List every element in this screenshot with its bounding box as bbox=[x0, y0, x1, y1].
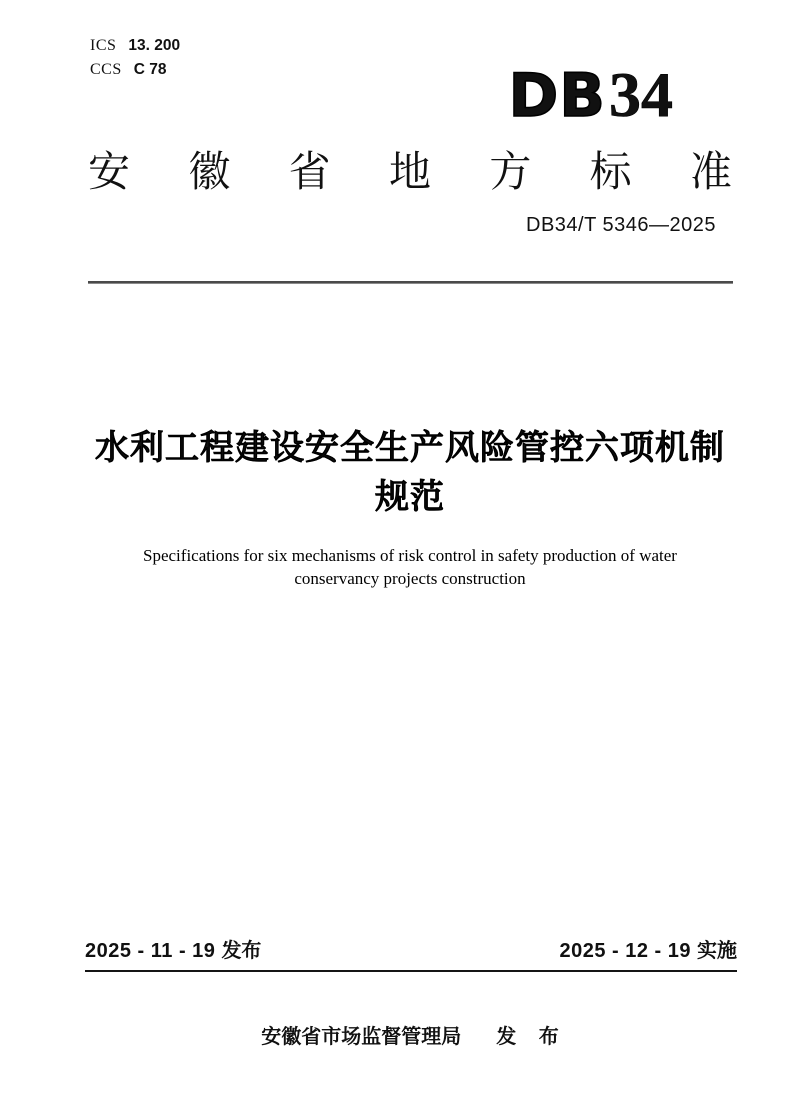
db34-logo-db: DB bbox=[508, 61, 606, 131]
dates-row bbox=[85, 934, 737, 972]
issue-date-group bbox=[85, 934, 261, 963]
document-title-line1: 水利工程建设安全生产风险管控六项机制 bbox=[95, 429, 725, 467]
publish-label: 发 布 bbox=[496, 1026, 559, 1048]
implementation-date-label: 实施 bbox=[697, 940, 737, 962]
publisher-row bbox=[88, 1020, 732, 1049]
publisher-name: 安徽省市场监督管理局 bbox=[261, 1026, 462, 1048]
ccs-value: C 78 bbox=[133, 61, 167, 78]
implementation-date-group bbox=[559, 934, 737, 963]
ics-code-line bbox=[90, 34, 180, 58]
document-title-english bbox=[88, 544, 732, 590]
ccs-code-line bbox=[90, 58, 180, 82]
db34-logo bbox=[508, 59, 673, 143]
english-title-line1: Specifications for six mechanisms of risk control in safety production of water bbox=[143, 546, 677, 565]
implementation-date: 2025 - 12 - 19 bbox=[559, 940, 691, 962]
ccs-label: CCS bbox=[90, 61, 122, 78]
issue-date: 2025 - 11 - 19 bbox=[85, 940, 216, 962]
issue-date-label: 发布 bbox=[221, 940, 262, 962]
classification-codes bbox=[90, 34, 180, 82]
db34-logo-number: 34 bbox=[609, 59, 673, 130]
header-divider-rule bbox=[88, 281, 733, 284]
document-title-line2: 规范 bbox=[375, 478, 445, 516]
english-title-line2: conservancy projects construction bbox=[294, 569, 526, 588]
ics-value: 13. 200 bbox=[128, 37, 181, 54]
standard-code: DB34/T 5346—2025 bbox=[526, 214, 716, 236]
ics-label: ICS bbox=[90, 37, 117, 54]
standard-name-heading: 安 徽 省 地 方 标 准 bbox=[88, 148, 732, 195]
document-title bbox=[88, 424, 732, 522]
